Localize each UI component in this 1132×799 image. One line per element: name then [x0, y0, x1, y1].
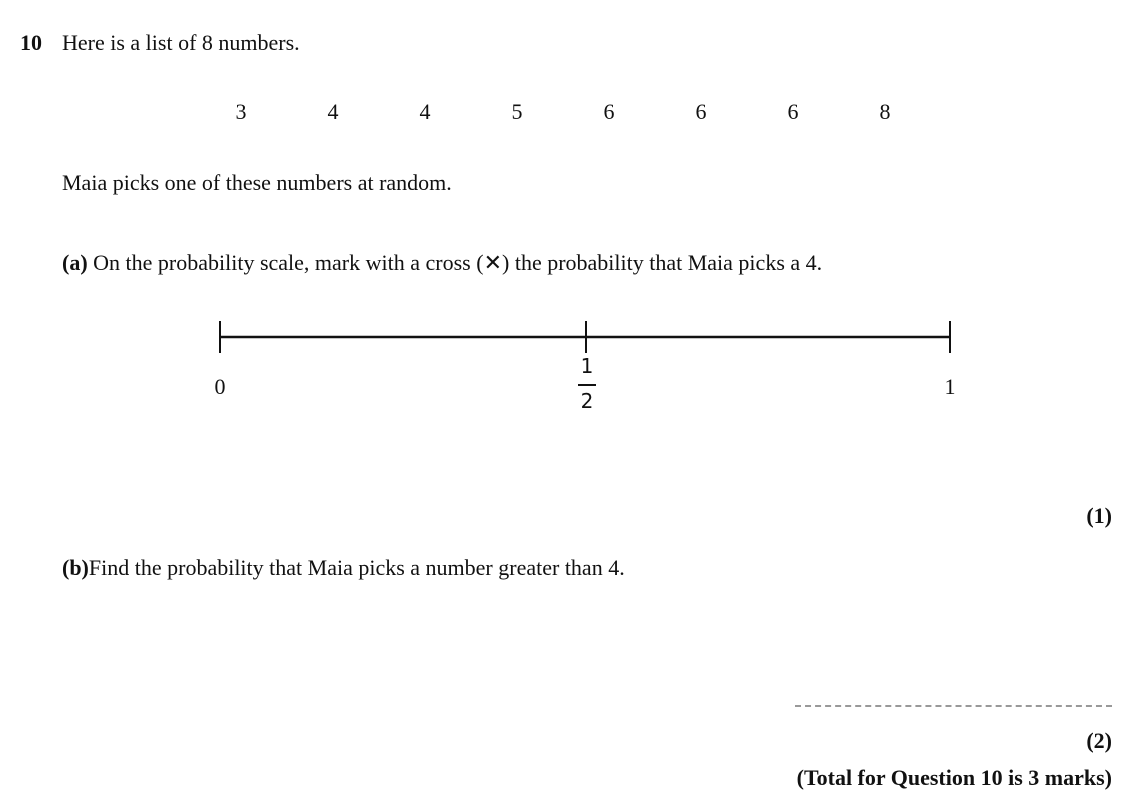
question-total: (Total for Question 10 is 3 marks)	[796, 765, 1112, 790]
list-number: 6	[695, 99, 707, 124]
scale-label-half-denominator: 2	[580, 389, 594, 413]
list-number: 4	[419, 99, 431, 124]
part-b-label: (b)	[62, 555, 89, 580]
part-a-text-after: ) the probability that Maia picks a 4.	[502, 250, 823, 275]
scale-label-zero: 0	[214, 374, 226, 399]
context-text: Maia picks one of these numbers at random.	[62, 170, 452, 195]
list-number: 8	[879, 99, 891, 124]
part-a-text-before: On the probability scale, mark with a cross (	[87, 250, 484, 275]
answer-line[interactable]	[795, 705, 1112, 707]
scale-label-half-numerator: 1	[580, 354, 594, 378]
part-b-marks: (2)	[1086, 728, 1112, 753]
cross-icon: ✕	[483, 251, 502, 276]
list-number: 5	[511, 99, 523, 124]
part-a-marks: (1)	[1086, 503, 1112, 528]
list-number: 6	[787, 99, 799, 124]
probability-scale[interactable]	[200, 310, 970, 360]
part-b-prompt	[62, 555, 625, 581]
list-number: 4	[327, 99, 339, 124]
scale-label-one: 1	[944, 374, 956, 399]
fraction-bar	[578, 384, 596, 386]
list-number: 6	[603, 99, 615, 124]
part-a-prompt	[62, 250, 822, 276]
part-a-label: (a)	[62, 250, 88, 275]
list-number: 3	[235, 99, 247, 124]
question-intro: Here is a list of 8 numbers.	[62, 30, 300, 55]
question-number: 10	[20, 30, 42, 55]
part-b-text: Find the probability that Maia picks a number greater than 4.	[88, 555, 625, 580]
